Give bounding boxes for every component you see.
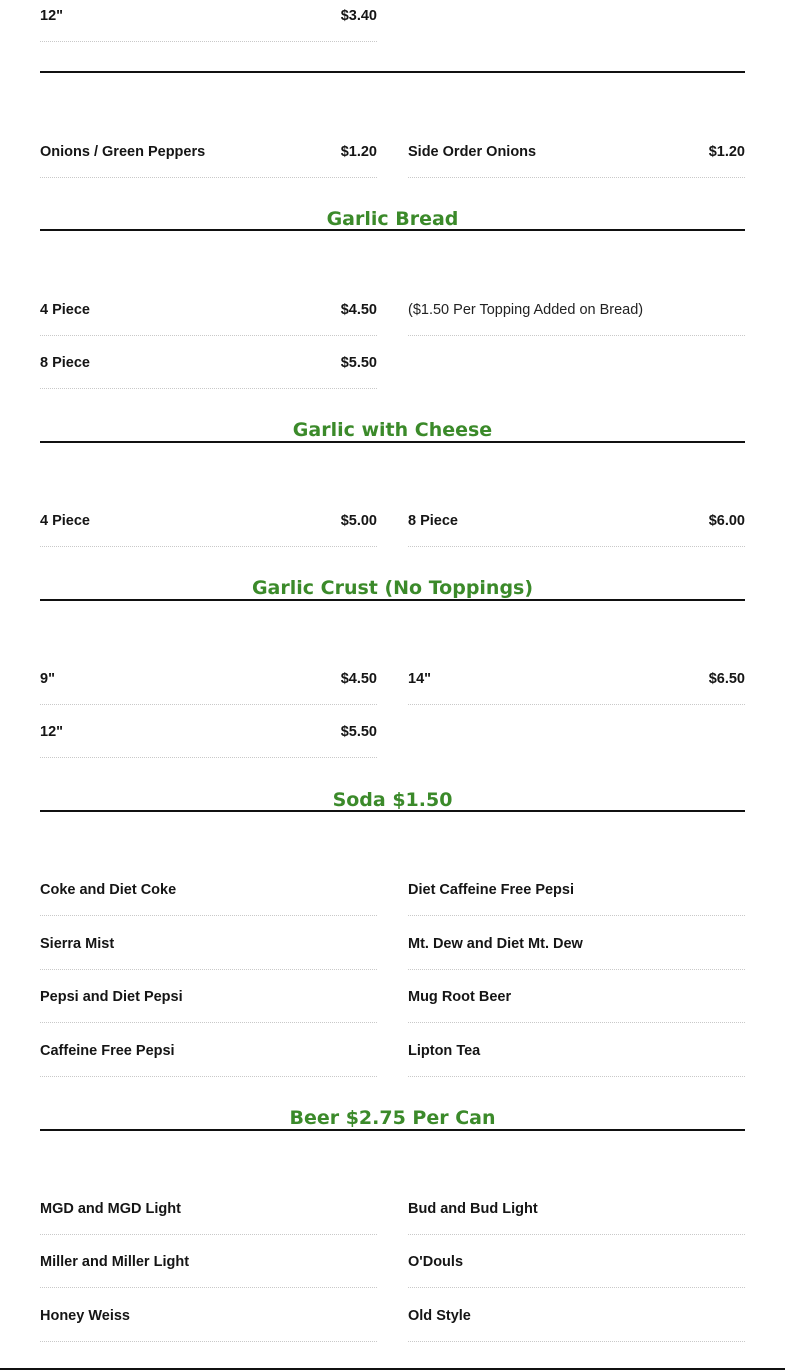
- menu-item: [40, 137, 377, 178]
- item-name: 9": [40, 671, 55, 687]
- item-name: 4 Piece: [40, 302, 90, 318]
- list-item: [40, 982, 377, 1023]
- page-bottom-divider: [0, 1368, 785, 1370]
- item-price: $6.50: [708, 671, 745, 687]
- item-name: O'Douls: [408, 1254, 464, 1270]
- list-item: [40, 1301, 377, 1342]
- list-item: [408, 929, 745, 970]
- item-price: $3.40: [340, 8, 377, 24]
- section-title-garlic-bread: Garlic Bread: [326, 208, 459, 230]
- item-name: Lipton Tea: [408, 1043, 481, 1059]
- item-name: Caffeine Free Pepsi: [40, 1043, 175, 1059]
- topping-note: ($1.50 Per Topping Added on Bread): [408, 302, 644, 318]
- list-item: [408, 1301, 745, 1342]
- item-name: Coke and Diet Coke: [40, 882, 177, 898]
- item-name: Sierra Mist: [40, 936, 115, 952]
- item-price: $1.20: [708, 144, 745, 160]
- item-name: Diet Caffeine Free Pepsi: [408, 882, 574, 898]
- item-name: Onions / Green Peppers: [40, 144, 206, 160]
- list-item: [408, 1247, 745, 1288]
- menu-item: [40, 664, 377, 705]
- item-price: $5.50: [340, 355, 377, 371]
- menu-item: [408, 664, 745, 705]
- menu-item: [40, 506, 377, 547]
- section-divider: [40, 71, 745, 73]
- list-item: [40, 1036, 377, 1077]
- item-name: 4 Piece: [40, 513, 90, 529]
- section-title-garlic-crust: Garlic Crust (No Toppings): [251, 577, 534, 599]
- list-item: [40, 1194, 377, 1235]
- section-divider: [40, 229, 745, 231]
- section-title-soda: Soda $1.50: [332, 789, 453, 811]
- item-name: Miller and Miller Light: [40, 1254, 190, 1270]
- list-item: [40, 929, 377, 970]
- list-item: [408, 1194, 745, 1235]
- section-divider: [40, 1129, 745, 1131]
- item-name: MGD and MGD Light: [40, 1201, 181, 1217]
- item-price: $1.20: [340, 144, 377, 160]
- item-price: $5.50: [340, 724, 377, 740]
- menu-item: [40, 295, 377, 336]
- menu-note: [408, 295, 745, 336]
- item-name: 14": [408, 671, 432, 687]
- item-name: Mt. Dew and Diet Mt. Dew: [408, 936, 583, 952]
- item-price: $6.00: [708, 513, 745, 529]
- item-name: Side Order Onions: [408, 144, 537, 160]
- section-divider: [40, 599, 745, 601]
- list-item: [408, 1036, 745, 1077]
- item-name: 12": [40, 724, 64, 740]
- item-price: $4.50: [340, 671, 377, 687]
- section-divider: [40, 810, 745, 812]
- list-item: [40, 1247, 377, 1288]
- menu-item: [408, 137, 745, 178]
- item-name: Mug Root Beer: [408, 989, 512, 1005]
- item-name: Honey Weiss: [40, 1308, 130, 1324]
- section-divider: [40, 441, 745, 443]
- section-title-garlic-cheese: Garlic with Cheese: [292, 419, 493, 441]
- item-name: 12": [40, 8, 64, 24]
- menu-item: [40, 1, 377, 42]
- section-title-beer: Beer $2.75 Per Can: [289, 1107, 496, 1129]
- item-name: Pepsi and Diet Pepsi: [40, 989, 183, 1005]
- item-price: $4.50: [340, 302, 377, 318]
- item-price: $5.00: [340, 513, 377, 529]
- list-item: [40, 875, 377, 916]
- item-name: Old Style: [408, 1308, 471, 1324]
- list-item: [408, 875, 745, 916]
- list-item: [408, 982, 745, 1023]
- item-name: 8 Piece: [408, 513, 458, 529]
- menu-item: [40, 717, 377, 758]
- item-name: 8 Piece: [40, 355, 90, 371]
- item-name: Bud and Bud Light: [408, 1201, 538, 1217]
- menu-item: [40, 348, 377, 389]
- menu-item: [408, 506, 745, 547]
